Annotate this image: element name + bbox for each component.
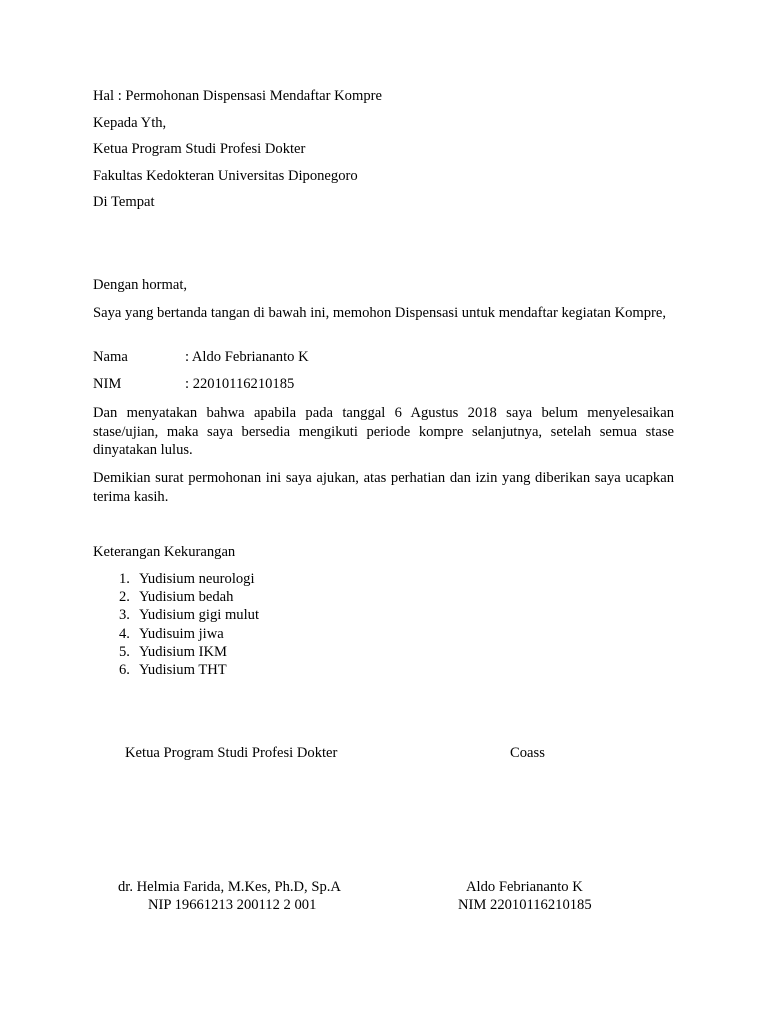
list-item: [93, 625, 259, 643]
left-signature-title: Ketua Program Studi Profesi Dokter: [125, 745, 338, 761]
right-signatory-nim: NIM 22010116210185: [458, 897, 592, 913]
list-item: [93, 570, 259, 588]
list-item: [93, 588, 259, 606]
list-item-text: Yudisium THT: [139, 661, 227, 678]
nim-value: : 22010116210185: [185, 376, 295, 392]
right-signature-title: Coass: [510, 745, 545, 761]
list-item-number: 1.: [119, 571, 130, 587]
recipient-line-2: Ketua Program Studi Profesi Dokter: [93, 141, 306, 157]
deficiency-list: [93, 570, 259, 679]
name-value: : Aldo Febriananto K: [185, 349, 309, 365]
list-item-number: 2.: [119, 589, 130, 606]
right-signatory-name: Aldo Febriananto K: [466, 879, 583, 895]
salutation: Dengan hormat,: [93, 277, 188, 293]
statement-paragraph: Dan menyatakan bahwa apabila pada tanggal 6 Agustus 2018 saya belum menyelesaikan stase/ujian, maka saya bersedia mengikuti periode kompre selanjutnya, setelah semua stase dinyatakan lulus.: [93, 405, 674, 458]
list-item-text: Yudisuim jiwa: [139, 625, 224, 642]
recipient-line-3: Fakultas Kedokteran Universitas Diponegoro: [93, 168, 358, 184]
deficiency-heading: Keterangan Kekurangan: [93, 544, 236, 560]
left-signatory-nip: NIP 19661213 200112 2 001: [148, 897, 317, 913]
list-item-text: Yudisium neurologi: [139, 571, 255, 587]
list-item-text: Yudisium bedah: [139, 589, 234, 606]
intro-paragraph: Saya yang bertanda tangan di bawah ini, memohon Dispensasi untuk mendaftar kegiatan Kompre,: [93, 305, 667, 321]
recipient-line-1: Kepada Yth,: [93, 115, 167, 131]
list-item: [93, 661, 259, 679]
name-label: Nama: [93, 349, 128, 365]
closing-paragraph: Demikian surat permohonan ini saya ajukan, atas perhatian dan izin yang diberikan saya ucapkan terima kasih.: [93, 470, 674, 505]
list-item-number: 3.: [119, 607, 130, 624]
list-item-number: 6.: [119, 661, 130, 678]
list-item: [93, 643, 259, 661]
list-item-text: Yudisium gigi mulut: [139, 607, 260, 624]
list-item-number: 4.: [119, 625, 130, 642]
list-item-number: 5.: [119, 643, 130, 660]
recipient-line-4: Di Tempat: [93, 194, 155, 210]
list-item-text: Yudisium IKM: [139, 643, 227, 660]
left-signatory-name: dr. Helmia Farida, M.Kes, Ph.D, Sp.A: [118, 879, 341, 895]
nim-label: NIM: [93, 376, 122, 392]
letter-subject: Hal : Permohonan Dispensasi Mendaftar Kompre: [93, 88, 382, 104]
list-item: [93, 606, 259, 624]
